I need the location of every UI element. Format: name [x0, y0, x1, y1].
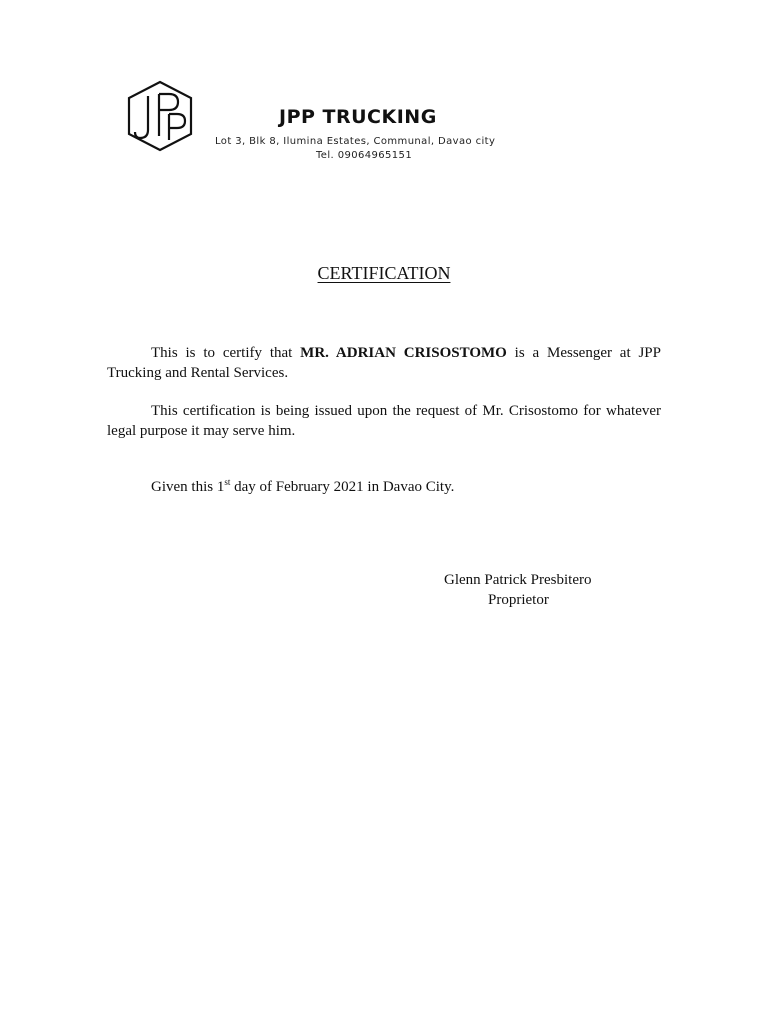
- signatory-title: Proprietor: [488, 592, 549, 608]
- signatory-name: Glenn Patrick Presbitero: [444, 572, 592, 588]
- date-ordinal-suffix: st: [224, 477, 231, 487]
- document-title: [0, 263, 768, 284]
- paragraph1-lead: This is to certify that: [151, 345, 301, 361]
- certified-person-name: MR. ADRIAN CRISOSTOMO: [300, 345, 507, 361]
- document-title-text: CERTIFICATION: [317, 263, 451, 283]
- purpose-paragraph: [107, 401, 661, 441]
- paragraph3-lead: Given this 1: [151, 479, 225, 495]
- certification-paragraph: [107, 343, 661, 383]
- paragraph2-text: This certification is being issued upon the request of Mr. Crisostomo for whatever legal purpose it may serve him.: [107, 403, 661, 439]
- date-paragraph: [107, 477, 661, 497]
- company-address: Lot 3, Blk 8, Ilumina Estates, Communal, Davao city: [215, 136, 496, 147]
- company-name: JPP TRUCKING: [279, 106, 437, 128]
- paragraph1-rest: is a Messenger at JPP Trucking and Rental Services.: [107, 345, 661, 381]
- paragraph3-rest: day of February 2021 in Davao City.: [230, 479, 455, 495]
- company-logo: [125, 80, 195, 152]
- company-telephone: Tel. 09064965151: [316, 150, 413, 161]
